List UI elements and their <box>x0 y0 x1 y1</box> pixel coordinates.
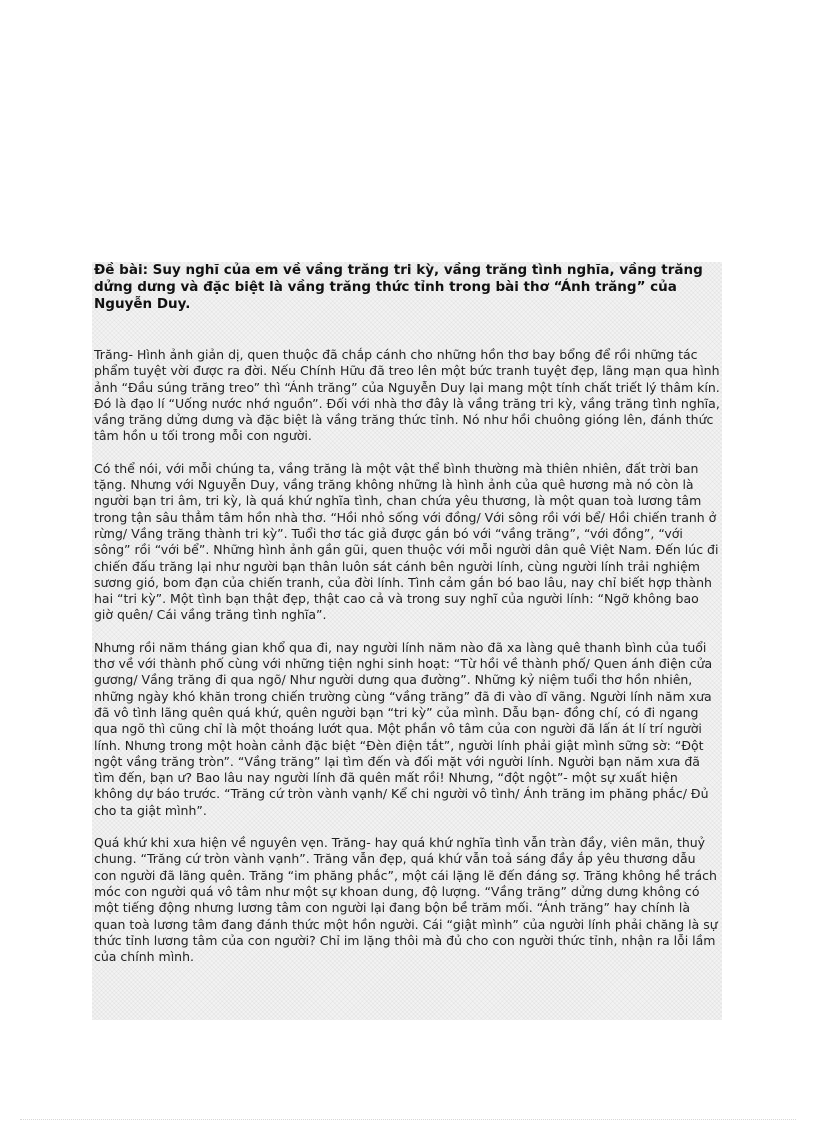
document-content <box>92 262 722 1020</box>
paragraph-intro: Trăng- Hình ảnh giản dị, quen thuộc đã chắp cánh cho những hồn thơ bay bổng để rồi những tác phẩm tuyệt vời được ra đời. Nếu Chính Hữu đã treo lên một bức tranh tuyệt đẹp, lãng mạn qua hình ảnh “Đầu súng trăng treo” thì “Ánh trăng” của Nguyễn Duy lại mang một tính chất triết lý thâm kín. Đó là đạo lí “Uống nước nhớ nguồn”. Đối với nhà thơ đây là vầng trăng tri kỳ, vầng trăng tình nghĩa, vầng trăng dửng dưng và đặc biệt là vầng trăng thức tỉnh. Nó như hồi chuông gióng lên, đánh thức tâm hồn u tối trong mỗi con người. <box>94 347 720 444</box>
essay-prompt-title: Đề bài: Suy nghĩ của em về vầng trăng tri kỳ, vầng trăng tình nghĩa, vầng trăng dửng dưng và đặc biệt là vầng trăng thức tỉnh trong bài thơ “Ánh trăng” của Nguyễn Duy. <box>94 262 703 312</box>
paragraph-tri-ky: Có thể nói, với mỗi chúng ta, vầng trăng là một vật thể bình thường mà thiên nhiên, đất trời ban tặng. Nhưng với Nguyễn Duy, vầng trăng không những là hình ảnh của quê hương mà nó còn là người bạn tri âm, tri kỳ, là quá khứ nghĩa tình, chan chứa yêu thương, là một quan toà lương tâm trong tận sâu thẳm tâm hồn nhà thơ. “Hồi nhỏ sống với đồng/ Với sông rồi với bể/ Hồi chiến tranh ở rừng/ Vầng trăng thành tri kỳ”. Tuổi thơ tác giả được gắn bó với “vầng trăng”, “với đồng”, “với sông” rồi “với bể”. Những hình ảnh gần gũi, quen thuộc với mỗi người dân quê Việt Nam. Đến lúc đi chiến đấu trăng lại như người bạn thân luôn sát cánh bên người lính, cùng người lính trải nghiệm sương gió, bom đạn của chiến tranh, của đời lính. Tình cảm gắn bó bao lâu, nay chỉ biết hợp thành hai “tri kỳ”. Một tình bạn thật đẹp, thật cao cả và trong suy nghĩ của người lính: “Ngỡ không bao giờ quên/ Cái vầng trăng tình nghĩa”. <box>94 460 719 623</box>
paragraph-dung-dung: Nhưng rồi năm tháng gian khổ qua đi, nay người lính năm nào đã xa làng quê thanh bình của tuổi thơ về với thành phố cùng với những tiện nghi sinh hoạt: “Từ hồi về thành phố/ Quen ánh điện cửa gương/ Vầng trăng đi qua ngõ/ Như người dưng qua đường”. Những kỷ niệm tuổi thơ hồn nhiên, những ngày khó khăn trong chiến trường cùng “vầng trăng” đã đi vào dĩ vãng. Người lính năm xưa đã vô tình lãng quên quá khứ, quên người bạn “tri kỳ” của mình. Dẫu bạn- đồng chí, có đi ngang qua ngõ thì cũng chỉ là một thoáng lướt qua. Một phần vô tâm của con người đã lấn át lí trí người lính. Nhưng trong một hoàn cảnh đặc biệt “Đèn điện tắt”, người lính phải giật mình sững sờ: “Đột ngột vầng trăng tròn”. “Vầng trăng” lại tìm đến và đối mặt với người lính. Người bạn năm xưa đã tìm đến, bạn ư? Bao lâu nay người lính đã quên mất rồi! Nhưng, “đột ngột”- một sự xuất hiện không dự báo trước. “Trăng cứ tròn vành vạnh/ Kể chi người vô tình/ Ánh trăng im phăng phắc/ Đủ cho ta giật mình”. <box>94 639 713 818</box>
page-footer-rule <box>20 1119 796 1120</box>
paragraph-thuc-tinh: Quá khứ khi xưa hiện về nguyên vẹn. Trăng- hay quá khứ nghĩa tình vẫn tràn đầy, viên mãn, thuỷ chung. “Trăng cứ tròn vành vạnh”. Trăng vẫn đẹp, quá khứ vẫn toả sáng đầy ắp yêu thương dẫu con người đã lãng quên. Trăng “im phăng phắc”, một cái lặng lẽ đến đáng sợ. Trăng không hề trách móc con người quá vô tâm như một sự khoan dung, độ lượng. “Vầng trăng” dửng dưng không có một tiếng động nhưng lương tâm con người lại đang bộn bề trăm mối. “Ánh trăng” hay chính là quan toà lương tâm đang đánh thức một hồn người. Cái “giật mình” của người lính phải chăng là sự thức tỉnh lương tâm của con người? Chỉ im lặng thôi mà đủ cho con người thức tỉnh, nhận ra lỗi lầm của chính mình. <box>94 835 718 965</box>
